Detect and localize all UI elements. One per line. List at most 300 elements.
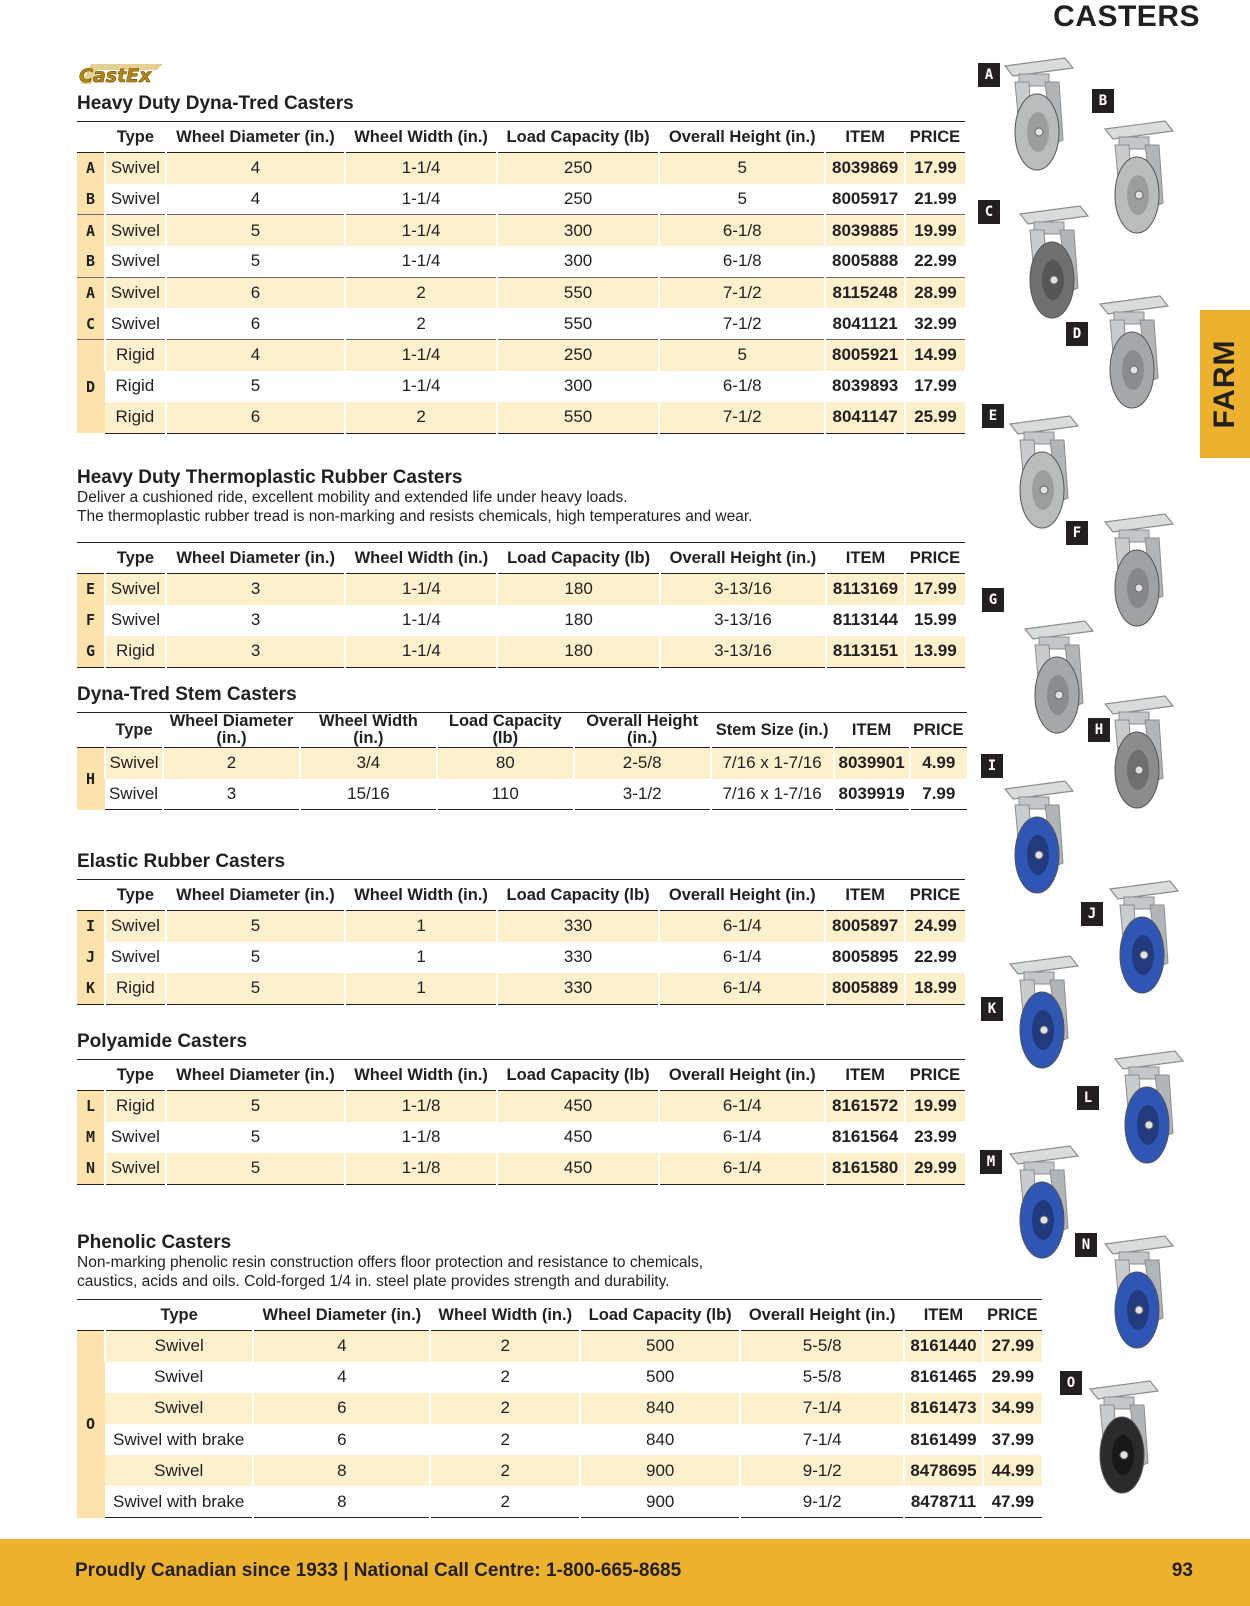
table-cell: 80 [437, 748, 574, 779]
table-cell: Swivel [105, 1455, 253, 1486]
caster-label: C [978, 200, 1000, 224]
table-cell: 5-5/8 [740, 1331, 904, 1362]
item-number: 8113144 [826, 605, 905, 636]
section-stem [77, 684, 967, 810]
table-cell: Rigid [105, 636, 166, 667]
price: 29.99 [905, 1153, 965, 1184]
header-letter [77, 122, 105, 153]
table-row [77, 1331, 1042, 1362]
item-number: 8161572 [825, 1091, 905, 1122]
table-cell: 6-1/8 [659, 246, 825, 277]
item-number: 8161580 [825, 1153, 905, 1184]
price: 17.99 [905, 371, 965, 402]
price: 22.99 [905, 942, 965, 973]
table-cell: 5 [659, 153, 825, 184]
caster-image [1085, 1230, 1180, 1355]
table-cell: 4 [253, 1362, 430, 1393]
table-cell: 330 [497, 973, 659, 1004]
table-cell: Swivel [105, 277, 166, 308]
row-letter: N [77, 1153, 105, 1184]
caster-label: L [1077, 1086, 1099, 1110]
table-cell: 300 [497, 215, 659, 246]
table-cell: 450 [497, 1122, 659, 1153]
table-cell: 6-1/4 [659, 911, 825, 942]
table-row [77, 340, 965, 371]
table-row [77, 371, 965, 402]
item-number: 8115248 [825, 277, 905, 308]
price: 28.99 [905, 277, 965, 308]
table-cell: 180 [497, 605, 659, 636]
table-cell: 5 [166, 911, 345, 942]
price: 19.99 [905, 1091, 965, 1122]
caster-label: B [1092, 89, 1114, 113]
column-header: Wheel Diameter (in.) [166, 1060, 345, 1091]
row-letter: A [77, 277, 105, 308]
column-header: Stem Size (in.) [711, 713, 834, 748]
table-row [77, 215, 965, 246]
table-cell: 9-1/2 [740, 1455, 904, 1486]
column-header: ITEM [826, 543, 905, 574]
table-cell: 2 [163, 748, 300, 779]
table-cell: 330 [497, 911, 659, 942]
table-cell: 5-5/8 [740, 1362, 904, 1393]
caster-label: E [982, 404, 1004, 428]
table-cell: 5 [166, 371, 345, 402]
thermoplastic-table [77, 542, 965, 668]
table-cell: 300 [497, 371, 659, 402]
table-cell: 1-1/4 [345, 184, 497, 215]
section-description: caustics, acids and oils. Cold-forged 1/4 in. steel plate provides strength and durability. [77, 1272, 670, 1290]
column-header: Wheel Width (in.) [300, 713, 437, 748]
table-row [77, 277, 965, 308]
item-number: 8161564 [825, 1122, 905, 1153]
column-header: Type [105, 880, 166, 911]
table-header-row [77, 1060, 965, 1091]
table-cell: 250 [497, 340, 659, 371]
caster-image [1090, 875, 1185, 1000]
item-number: 8039919 [834, 779, 910, 810]
table-header-row [77, 713, 967, 748]
table-row [77, 942, 965, 973]
table-cell: 1-1/4 [345, 340, 497, 371]
table-row [77, 973, 965, 1004]
table-cell: 7-1/4 [740, 1424, 904, 1455]
price: 17.99 [905, 153, 965, 184]
phenolic-table [77, 1299, 1042, 1518]
table-cell: 2 [345, 277, 497, 308]
column-header: PRICE [905, 543, 965, 574]
table-row [77, 1455, 1042, 1486]
table-cell: Swivel [105, 779, 163, 810]
table-cell: 300 [497, 246, 659, 277]
row-letter: E [77, 574, 105, 605]
column-header: Overall Height (in.) [659, 1060, 825, 1091]
table-cell: Swivel [105, 1122, 166, 1153]
table-cell: 3/4 [300, 748, 437, 779]
polyamide-table [77, 1059, 965, 1185]
table-cell: 1-1/4 [345, 636, 497, 667]
table-cell: 2 [345, 308, 497, 339]
table-cell: 5 [166, 942, 345, 973]
table-cell: 4 [253, 1331, 430, 1362]
table-cell: 1-1/4 [345, 153, 497, 184]
row-letter: F [77, 605, 105, 636]
column-header: Load Capacity (lb) [497, 543, 659, 574]
table-cell: 2 [430, 1362, 580, 1393]
table-row [77, 1393, 1042, 1424]
column-header: Overall Height (in.) [659, 122, 825, 153]
column-header: Wheel Diameter (in.) [163, 713, 300, 748]
column-header: Overall Height (in.) [659, 880, 825, 911]
row-letter: B [77, 246, 105, 277]
column-header: PRICE [905, 1060, 965, 1091]
item-number: 8039869 [825, 153, 905, 184]
table-row [77, 1424, 1042, 1455]
table-cell: 1-1/8 [345, 1122, 497, 1153]
item-number: 8039901 [834, 748, 910, 779]
header-letter [77, 713, 105, 748]
price: 13.99 [905, 636, 965, 667]
caster-label: N [1075, 1233, 1097, 1257]
header-letter [77, 1060, 105, 1091]
table-cell: Rigid [105, 1091, 166, 1122]
row-letter: A [77, 153, 105, 184]
price: 24.99 [905, 911, 965, 942]
table-cell: 840 [580, 1424, 740, 1455]
item-number: 8005921 [825, 340, 905, 371]
price: 4.99 [910, 748, 967, 779]
table-cell: 3 [166, 636, 346, 667]
table-header-row [77, 543, 965, 574]
caster-image [1095, 1045, 1190, 1170]
table-row [77, 1362, 1042, 1393]
caster-image [1080, 290, 1175, 415]
table-cell: 1-1/4 [345, 574, 497, 605]
table-cell: 3-1/2 [574, 779, 711, 810]
table-cell: 6-1/4 [659, 942, 825, 973]
table-cell: Swivel [105, 942, 166, 973]
column-header: PRICE [905, 880, 965, 911]
section-title: Elastic Rubber Casters [77, 851, 286, 872]
table-cell: 500 [580, 1362, 740, 1393]
table-cell: 5 [659, 340, 825, 371]
section-description: The thermoplastic rubber tread is non-marking and resists chemicals, high temperatures and wear. [77, 507, 753, 525]
table-cell: 6-1/8 [659, 215, 825, 246]
table-cell: 250 [497, 153, 659, 184]
table-row [77, 911, 965, 942]
caster-label: D [1066, 322, 1088, 346]
table-cell: 3 [166, 605, 346, 636]
item-number: 8005888 [825, 246, 905, 277]
table-cell: 7/16 x 1-7/16 [711, 779, 834, 810]
table-cell: Swivel with brake [105, 1486, 253, 1517]
table-cell: 5 [659, 184, 825, 215]
table-cell: 900 [580, 1486, 740, 1517]
section-title: Phenolic Casters [77, 1232, 232, 1253]
table-cell: Swivel [105, 215, 166, 246]
table-cell: Swivel [105, 1331, 253, 1362]
table-cell: 2 [430, 1424, 580, 1455]
table-cell: 6 [166, 402, 345, 433]
row-letter: H [77, 748, 105, 810]
table-cell: 7-1/2 [659, 308, 825, 339]
table-cell: Swivel [105, 153, 166, 184]
table-cell: Swivel [105, 1393, 253, 1424]
table-row [77, 636, 965, 667]
column-header: Wheel Diameter (in.) [166, 880, 345, 911]
table-cell: 6 [253, 1424, 430, 1455]
column-header: Wheel Width (in.) [345, 1060, 497, 1091]
header-letter [77, 543, 105, 574]
table-cell: 3-13/16 [660, 605, 826, 636]
price: 17.99 [905, 574, 965, 605]
table-cell: Swivel with brake [113, 1429, 245, 1449]
column-header: Overall Height (in.) [740, 1300, 904, 1331]
section-title: Dyna-Tred Stem Casters [77, 684, 297, 705]
column-header: Load Capacity (lb) [580, 1300, 740, 1331]
table-cell: 2 [345, 402, 497, 433]
table-row [77, 748, 967, 779]
item-number: 8113169 [826, 574, 905, 605]
table-cell: 840 [580, 1393, 740, 1424]
item-number: 8478695 [904, 1455, 983, 1486]
table-cell: 180 [497, 574, 659, 605]
item-number: 8161473 [904, 1393, 983, 1424]
item-number: 8478711 [904, 1486, 983, 1517]
row-letter: K [77, 973, 105, 1004]
table-cell: 7/16 x 1-7/16 [711, 748, 834, 779]
table-cell: Swivel [105, 911, 166, 942]
table-cell: 3 [166, 574, 346, 605]
column-header: Wheel Diameter (in.) [253, 1300, 430, 1331]
table-cell: 450 [497, 1153, 659, 1184]
table-cell: 2 [430, 1455, 580, 1486]
column-header: Type [105, 713, 163, 748]
price: 7.99 [910, 779, 967, 810]
table-cell: Rigid [105, 340, 166, 371]
column-header: Wheel Width (in.) [345, 543, 497, 574]
section-phenolic [77, 1232, 1042, 1518]
row-letter: A [77, 215, 105, 246]
caster-label: F [1066, 521, 1088, 545]
table-header-row [77, 122, 965, 153]
table-cell: 1-1/4 [345, 246, 497, 277]
table-cell: Swivel [105, 574, 166, 605]
table-row [77, 1091, 965, 1122]
column-header: Overall Height (in.) [660, 543, 826, 574]
column-header: ITEM [825, 880, 905, 911]
table-cell: 180 [497, 636, 659, 667]
section-thermoplastic [77, 467, 965, 668]
table-cell: Swivel [105, 1153, 166, 1184]
table-cell: Swivel [105, 308, 166, 339]
table-cell: 250 [497, 184, 659, 215]
table-cell: 2 [430, 1393, 580, 1424]
row-letter: C [77, 308, 105, 339]
column-header: PRICE [910, 713, 967, 748]
column-header: Wheel Width (in.) [345, 122, 497, 153]
section-dyna-tred [77, 93, 965, 434]
table-cell: Swivel [105, 748, 163, 779]
price: 14.99 [905, 340, 965, 371]
table-cell: 500 [580, 1331, 740, 1362]
row-letter: O [77, 1331, 105, 1518]
price: 23.99 [905, 1122, 965, 1153]
section-description: Deliver a cushioned ride, excellent mobility and extended life under heavy loads. [77, 489, 628, 506]
table-cell: 5 [166, 246, 345, 277]
table-cell: 1 [345, 911, 497, 942]
table-cell: 9-1/2 [740, 1486, 904, 1517]
table-cell: Swivel [154, 1367, 204, 1387]
column-header: ITEM [834, 713, 910, 748]
row-letter: B [77, 184, 105, 215]
table-cell: 550 [497, 308, 659, 339]
price: 44.99 [983, 1455, 1042, 1486]
caster-label: I [981, 754, 1003, 778]
header-letter [77, 880, 105, 911]
table-cell: 6-1/4 [659, 1122, 825, 1153]
footer-text: Proudly Canadian since 1933 | National Call Centre: 1-800-665-8685 [75, 1560, 682, 1581]
table-row [77, 184, 965, 215]
table-cell: 5 [166, 1153, 345, 1184]
table-row [77, 1153, 965, 1184]
caster-image [990, 1140, 1085, 1265]
table-header-row [77, 1300, 1042, 1331]
column-header: Load Capacity (lb) [497, 1060, 659, 1091]
column-header: Wheel Width (in.) [345, 880, 497, 911]
table-cell: 8 [253, 1486, 430, 1517]
section-description: Non-marking phenolic resin construction offers floor protection and resistance to chemicals, [77, 1254, 704, 1271]
column-header: Wheel Diameter (in.) [166, 122, 345, 153]
row-letter: M [77, 1122, 105, 1153]
row-letter: L [77, 1091, 105, 1122]
stem-table [77, 712, 967, 810]
table-cell: 2 [430, 1331, 580, 1362]
table-cell: Rigid [105, 402, 166, 433]
section-title: Heavy Duty Dyna-Tred Casters [77, 93, 354, 114]
column-header: Type [105, 1300, 253, 1331]
price: 19.99 [905, 215, 965, 246]
table-cell: 8 [253, 1455, 430, 1486]
column-header: Type [105, 1060, 166, 1091]
table-cell: 110 [437, 779, 574, 810]
price: 29.99 [983, 1362, 1042, 1393]
table-cell: 4 [166, 153, 345, 184]
table-cell: Rigid [115, 376, 155, 396]
column-header: PRICE [905, 122, 965, 153]
castex-logo [77, 58, 167, 90]
table-cell: 1 [345, 973, 497, 1004]
caster-image [1085, 690, 1180, 815]
table-row [77, 1122, 965, 1153]
price: 32.99 [905, 308, 965, 339]
page-number: 93 [1171, 1560, 1193, 1581]
table-cell: 450 [497, 1091, 659, 1122]
table-cell: 1-1/8 [345, 1091, 497, 1122]
item-number: 8113151 [826, 636, 905, 667]
column-header: Type [105, 122, 166, 153]
table-cell: 6 [166, 308, 345, 339]
table-cell: 5 [166, 1122, 345, 1153]
item-number: 8041147 [825, 402, 905, 433]
footer-bar [0, 1539, 1250, 1606]
price: 15.99 [905, 605, 965, 636]
page-title: CASTERS [1053, 0, 1200, 33]
row-letter: D [77, 340, 105, 434]
table-cell: Swivel [105, 605, 166, 636]
table-cell: 6-1/4 [659, 973, 825, 1004]
caster-image [990, 950, 1085, 1075]
caster-label: G [982, 588, 1004, 612]
caster-label: A [978, 63, 1000, 87]
item-number: 8039885 [825, 215, 905, 246]
item-number: 8041121 [825, 308, 905, 339]
table-cell: 6 [166, 277, 345, 308]
table-cell: 550 [497, 402, 659, 433]
column-header: Load Capacity (lb) [437, 713, 574, 748]
column-header: ITEM [825, 122, 905, 153]
item-number: 8005917 [825, 184, 905, 215]
header-letter [77, 1300, 105, 1331]
column-header: Load Capacity (lb) [497, 880, 659, 911]
caster-label: M [980, 1150, 1002, 1174]
item-number: 8161499 [904, 1424, 983, 1455]
farm-side-tab [1200, 310, 1250, 458]
table-cell: 1-1/4 [345, 371, 497, 402]
column-header: Wheel Width (in.) [430, 1300, 580, 1331]
table-row [77, 779, 967, 810]
table-cell: 4 [166, 340, 345, 371]
section-elastic [77, 851, 965, 1005]
table-cell: 330 [497, 942, 659, 973]
price: 18.99 [905, 973, 965, 1004]
elastic-table [77, 879, 965, 1005]
item-number: 8161465 [904, 1362, 983, 1393]
table-cell: Swivel [105, 246, 166, 277]
table-cell: 6 [253, 1393, 430, 1424]
table-cell: 6-1/4 [659, 1091, 825, 1122]
caster-image [1070, 1375, 1165, 1500]
table-row [77, 574, 965, 605]
item-number: 8005897 [825, 911, 905, 942]
dyna-tred-table [77, 121, 965, 434]
table-cell: 7-1/2 [659, 402, 825, 433]
price: 22.99 [905, 246, 965, 277]
table-cell: 550 [497, 277, 659, 308]
price: 34.99 [983, 1393, 1042, 1424]
table-cell: 1 [345, 942, 497, 973]
column-header: Wheel Diameter (in.) [166, 543, 346, 574]
table-row [77, 1486, 1042, 1517]
side-tab-label: FARM [1208, 339, 1241, 429]
table-row [77, 153, 965, 184]
table-cell: 1-1/4 [345, 215, 497, 246]
table-cell: 5 [166, 215, 345, 246]
table-cell: 2-5/8 [574, 748, 711, 779]
price: 47.99 [983, 1486, 1042, 1517]
table-cell: 6-1/4 [659, 1153, 825, 1184]
column-header: ITEM [904, 1300, 983, 1331]
table-cell: 900 [580, 1455, 740, 1486]
table-cell: 5 [166, 1091, 345, 1122]
caster-image [990, 410, 1085, 535]
table-cell: 3-13/16 [660, 574, 826, 605]
row-letter: J [77, 942, 105, 973]
section-polyamide [77, 1031, 965, 1185]
column-header: Load Capacity (lb) [497, 122, 659, 153]
row-letter: G [77, 636, 105, 667]
logo-text: CastEx [79, 65, 152, 87]
